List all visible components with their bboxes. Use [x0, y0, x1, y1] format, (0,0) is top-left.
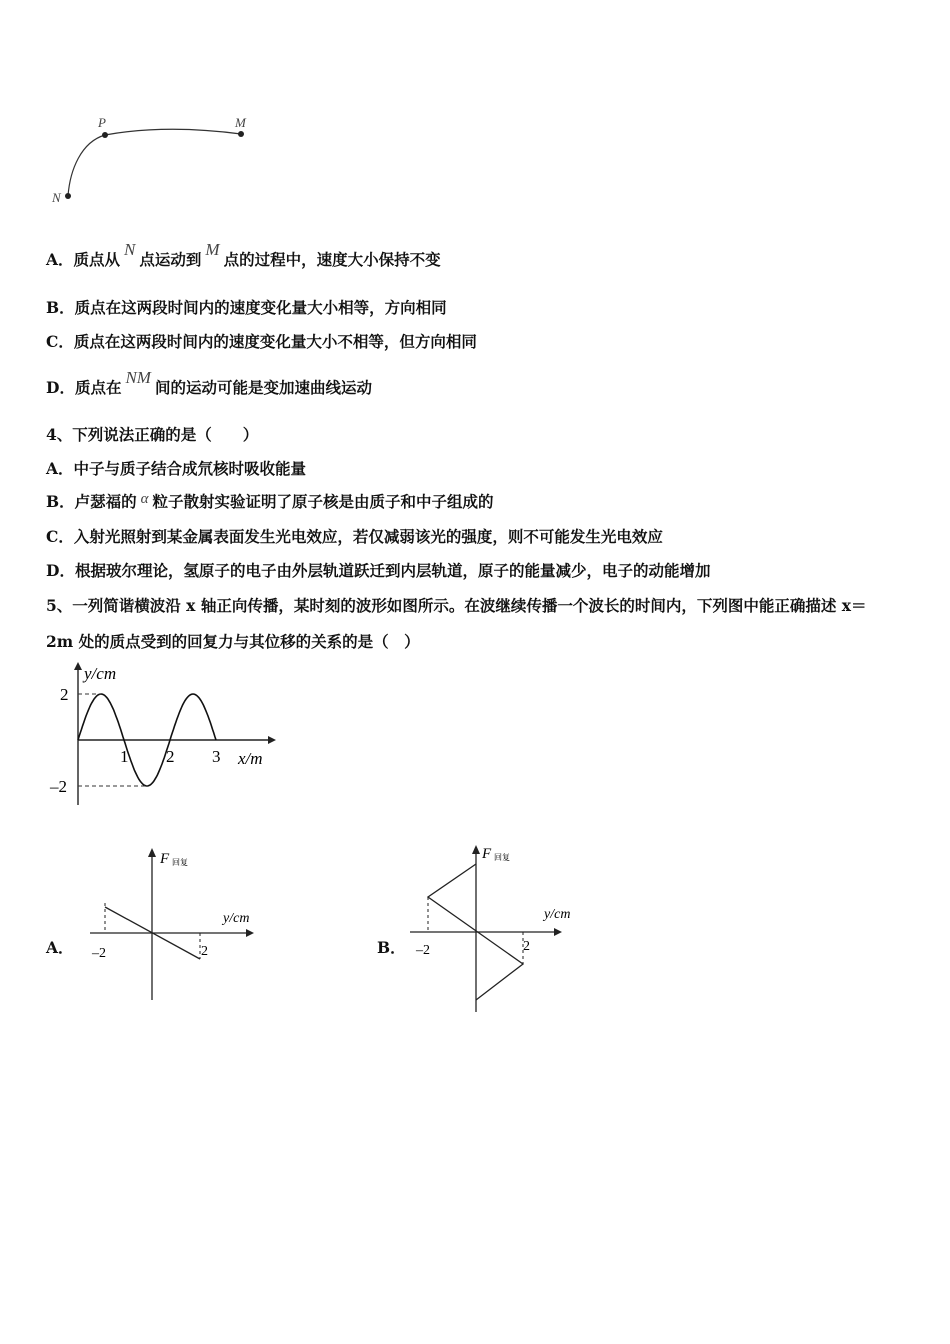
wave-y-tick-neg2: –2 — [50, 777, 67, 796]
graph-b-f-label: F — [482, 846, 492, 862]
wave-y-tick-2: 2 — [60, 685, 69, 704]
wave-x-tick-3: 3 — [212, 747, 221, 766]
graph-a-y-label: y/cm — [223, 911, 250, 926]
q4-option-a: A．中子与质子结合成氘核时吸收能量 — [46, 459, 307, 478]
graph-b — [406, 842, 586, 1017]
graph-b-y-label: y/cm — [544, 907, 571, 922]
q3-option-b: B．质点在这两段时间内的速度变化量大小相等，方向相同 — [46, 298, 447, 317]
graph-b-tick-pos: 2 — [523, 939, 530, 954]
point-m — [238, 131, 244, 137]
graph-a-f-sub: 回复 — [172, 858, 188, 867]
wave-y-label: y/cm — [84, 664, 117, 683]
q3-option-a: A．质点从N点运动到M点的过程中，速度大小保持不变 — [46, 240, 441, 269]
wave-x-label: x/m — [238, 749, 263, 768]
graph-a-f-label: F — [160, 851, 170, 867]
q5-stem-line1: 5、一列简谐横波沿 x 轴正向传播，某时刻的波形如图所示。在波继续传播一个波长的时间内，下列图中能正确描述 x＝ — [46, 596, 867, 615]
wave-x-tick-1: 1 — [120, 747, 129, 766]
wave-x-tick-2: 2 — [166, 747, 175, 766]
graph-b-x-arrow — [554, 928, 562, 936]
graph-a-x-arrow — [246, 929, 254, 937]
q5-option-b-label: B． — [377, 938, 406, 957]
point-n — [65, 193, 71, 199]
q4-option-c: C．入射光照射到某金属表面发生光电效应，若仅减弱该光的强度，则不可能发生光电效应 — [46, 527, 663, 546]
q4-option-d: D．根据玻尔理论，氢原子的电子由外层轨道跃迁到内层轨道，原子的能量减少，电子的动能增加 — [46, 561, 711, 580]
label-n: N — [52, 190, 61, 205]
curve-figure — [46, 110, 266, 210]
label-p: P — [98, 115, 106, 130]
graph-a — [88, 845, 268, 1005]
q4-option-b: B．卢瑟福的 α 粒子散射实验证明了原子核是由质子和中子组成的 — [46, 491, 494, 511]
q5-stem-line2: 2m 处的质点受到的回复力与其位移的关系的是（ ） — [46, 632, 420, 651]
point-p — [102, 132, 108, 138]
q3-option-d: D．质点在NM间的运动可能是变加速曲线运动 — [46, 368, 372, 397]
graph-b-tick-neg: –2 — [416, 943, 430, 958]
q4-stem: 4、下列说法正确的是（ ） — [46, 425, 259, 444]
graph-a-tick-neg: –2 — [92, 946, 106, 961]
q5-option-a-label: A． — [46, 938, 74, 957]
wave-chart — [46, 660, 286, 810]
q3-option-c: C．质点在这两段时间内的速度变化量大小不相等，但方向相同 — [46, 332, 477, 351]
graph-b-y-arrow — [472, 845, 480, 854]
label-m: M — [235, 115, 246, 130]
graph-b-f-sub: 回复 — [494, 853, 510, 862]
wave-x-arrow — [268, 736, 276, 744]
graph-a-tick-pos: 2 — [201, 944, 208, 959]
graph-a-y-arrow — [148, 848, 156, 857]
wave-y-arrow — [74, 662, 82, 670]
